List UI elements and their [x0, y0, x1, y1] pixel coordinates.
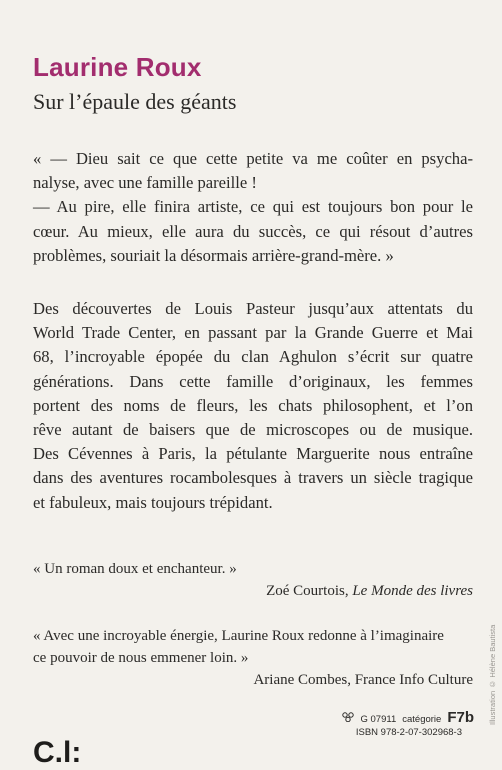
- summary-line: et fabuleux, mais toujours trépidant.: [33, 492, 273, 512]
- quote-line: cœur. Au mieux, elle aura du succès, ce qui résout d’autres: [33, 221, 473, 241]
- category-code: F7b: [447, 709, 474, 726]
- illustration-credit: Illustration © Hélène Bautista: [488, 624, 497, 725]
- review-source: [33, 580, 473, 602]
- review-text: ce pouvoir de nous emmener loin. »: [33, 650, 249, 666]
- review-text: « Avec une incroyable énergie, Laurine Roux redonne à l’imaginaire: [33, 628, 444, 644]
- summary-line: Des Cévennes à Paris, la pétulante Marguerite nous entraîne: [33, 444, 473, 464]
- summary-line: portent des noms de fleurs, les chats philosophent, et l’on: [33, 395, 473, 415]
- review-1: [33, 558, 473, 602]
- summary-line: dans des aventures rocambolesques à travers un siècle tragique: [33, 468, 473, 488]
- excerpt-quote: [33, 147, 473, 268]
- summary-line: rêve autant de baisers que de microscopes ou de musique.: [33, 420, 473, 440]
- summary-line: Des découvertes de Louis Pasteur jusqu’aux attentats du: [33, 299, 473, 318]
- summary-paragraph: [33, 297, 473, 515]
- review-source-publication: Le Monde des livres: [352, 583, 473, 599]
- summary-line: World Trade Center, en passant par la Grande Guerre et Mai: [33, 323, 473, 343]
- catalog-code-row: [342, 709, 474, 726]
- author-name: Laurine Roux: [33, 52, 202, 82]
- review-text: « Un roman doux et enchanteur. »: [33, 561, 237, 577]
- review-2: [33, 625, 473, 691]
- review-source: Ariane Combes, France Info Culture: [253, 672, 473, 688]
- book-title: Sur l’épaule des géants: [33, 89, 237, 114]
- summary-line: 68, l’incroyable épopée du clan Aghulon s’écrit sur quatre: [33, 347, 473, 367]
- publisher-mark-icon: [342, 712, 354, 722]
- quote-line: problèmes, souriait la désormais arrière-grand-mère. »: [33, 245, 394, 265]
- summary-line: générations. Dans cette famille d’originaux, les femmes: [33, 371, 473, 391]
- category-label: catégorie: [402, 714, 442, 725]
- quote-line: nalyse, avec une famille pareille !: [33, 173, 257, 193]
- review-source-name: Zoé Courtois,: [266, 583, 353, 599]
- publisher-logo: C.l:: [33, 736, 82, 769]
- quote-line: — Au pire, elle finira artiste, ce qui est toujours bon pour le: [33, 197, 473, 217]
- catalog-code: G 07911: [360, 714, 397, 725]
- quote-line: « — Dieu sait ce que cette petite va me coûter en psycha-: [33, 149, 473, 168]
- isbn: ISBN 978-2-07-302968-3: [355, 727, 462, 738]
